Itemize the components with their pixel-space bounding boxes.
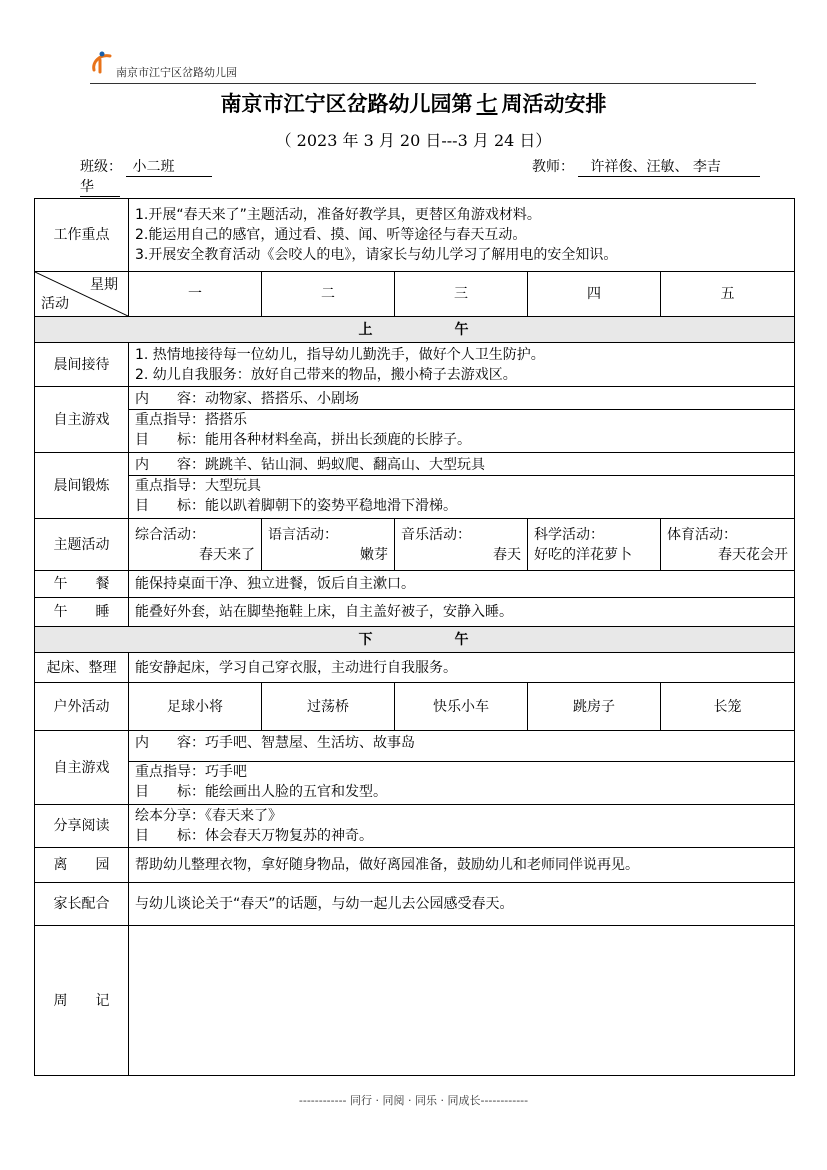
day-thursday: 四 <box>528 272 661 317</box>
outdoor-activity: 快乐小车 <box>395 683 528 731</box>
header-weekday-label: 星期 <box>90 277 118 293</box>
focus-row <box>35 199 795 272</box>
afternoon-free-play-row <box>35 731 795 805</box>
free-play-content-line: 内 容：巧手吧、智慧屋、生活坊、故事岛 <box>135 735 415 751</box>
parents-row <box>35 883 795 926</box>
exercise-content-line: 内 容：跳跳羊、钻山洞、蚂蚁爬、翻高山、大型玩具 <box>135 457 485 473</box>
reading-line: 目 标：体会春天万物复苏的神奇。 <box>135 828 373 844</box>
parents-content: 与幼儿谈论关于“春天”的话题，与幼一起儿去公园感受春天。 <box>129 883 795 926</box>
school-name-small: 南京市江宁区岔路幼儿园 <box>116 66 237 79</box>
free-play-content-line: 内 容：动物家、搭搭乐、小剧场 <box>135 391 359 407</box>
theme-type: 语言活动： <box>268 526 338 543</box>
weekly-notes-content <box>129 926 795 1076</box>
wake-row <box>35 653 795 683</box>
focus-line: 2.能运用自己的感官，通过看、摸、闻、听等途径与春天互动。 <box>135 227 527 243</box>
weekly-notes-row <box>35 926 795 1076</box>
free-play-focus-line: 重点指导：巧手吧 <box>129 761 794 782</box>
reception-line: 1. 热情地接待每一位幼儿，指导幼儿勤洗手，做好个人卫生防护。 <box>135 346 545 363</box>
lunch-row <box>35 571 795 598</box>
afternoon-section-header: 下 午 <box>35 627 795 653</box>
outdoor-activity: 长笼 <box>661 683 795 731</box>
theme-row <box>35 519 795 571</box>
teacher-overflow: 华 <box>80 176 120 197</box>
theme-type: 科学活动： <box>534 526 604 543</box>
theme-label: 主题活动 <box>35 519 129 571</box>
page-title <box>0 88 827 118</box>
lunch-label: 午 餐 <box>35 571 129 598</box>
nap-label: 午 睡 <box>35 598 129 627</box>
theme-cell <box>129 519 262 571</box>
day-tuesday: 二 <box>262 272 395 317</box>
exercise-focus-line: 重点指导：大型玩具 <box>129 475 794 496</box>
day-header-row <box>35 272 795 317</box>
reception-line: 2. 幼儿自我服务：放好自己带来的物品，搬小椅子去游戏区。 <box>135 366 517 383</box>
parents-label: 家长配合 <box>35 883 129 926</box>
reading-content <box>129 805 795 848</box>
free-play-focus-line: 重点指导：搭搭乐 <box>129 409 794 430</box>
reading-label: 分享阅读 <box>35 805 129 848</box>
title-prefix: 南京市江宁区岔路幼儿园第 <box>220 91 473 116</box>
theme-cell <box>262 519 395 571</box>
outdoor-activity: 跳房子 <box>528 683 661 731</box>
page-footer: ------------ 同行 · 同阅 · 同乐 · 同成长------------ <box>298 1094 529 1107</box>
outdoor-row <box>35 683 795 731</box>
date-range: （ 2023 年 3 月 20 日---3 月 24 日） <box>275 131 552 150</box>
theme-cell <box>528 519 661 571</box>
reception-row <box>35 343 795 387</box>
afternoon-section-row <box>35 627 795 653</box>
morning-free-play-content <box>129 387 795 453</box>
theme-name: 好吃的洋花萝卜 <box>534 546 632 563</box>
header-activity-label: 活动 <box>41 296 69 312</box>
theme-type: 体育活动： <box>667 526 737 543</box>
diagonal-header-cell <box>35 272 129 317</box>
class-info <box>80 156 212 177</box>
teacher-value: 许祥俊、汪敏、 李吉 <box>578 156 760 177</box>
title-suffix: 周活动安排 <box>501 91 607 116</box>
school-logo-icon <box>90 50 116 76</box>
exercise-label: 晨间锻炼 <box>35 453 129 519</box>
focus-line: 1.开展“春天来了”主题活动，准备好教学具，更替区角游戏材料。 <box>135 207 541 223</box>
outdoor-activity: 过荡桥 <box>262 683 395 731</box>
weekly-notes-label: 周 记 <box>35 926 129 1076</box>
wake-label: 起床、整理 <box>35 653 129 683</box>
teacher-label: 教师： <box>532 159 574 175</box>
outdoor-label: 户外活动 <box>35 683 129 731</box>
morning-section-header: 上 午 <box>35 317 795 343</box>
page-header <box>90 48 756 84</box>
title-week: 七 <box>476 91 498 116</box>
outdoor-activity: 足球小将 <box>129 683 262 731</box>
theme-type: 综合活动： <box>135 526 205 543</box>
exercise-row <box>35 453 795 519</box>
theme-name: 嫩芽 <box>360 546 388 563</box>
lunch-content: 能保持桌面干净、独立进餐，饭后自主漱口。 <box>129 571 795 598</box>
theme-name: 春天来了 <box>199 546 255 563</box>
schedule-table <box>34 198 795 1076</box>
header-divider <box>90 83 756 84</box>
focus-content <box>129 199 795 272</box>
exercise-content <box>129 453 795 519</box>
reading-line: 绘本分享：《春天来了》 <box>135 808 282 824</box>
day-wednesday: 三 <box>395 272 528 317</box>
morning-free-play-label: 自主游戏 <box>35 387 129 453</box>
reception-content <box>129 343 795 387</box>
nap-row <box>35 598 795 627</box>
morning-section-row <box>35 317 795 343</box>
class-value: 小二班 <box>126 156 212 177</box>
exercise-goal-line: 目 标：能以趴着脚朝下的姿势平稳地滑下滑梯。 <box>135 498 457 514</box>
afternoon-free-play-label: 自主游戏 <box>35 731 129 805</box>
leave-label: 离 园 <box>35 848 129 883</box>
class-label: 班级： <box>80 159 122 175</box>
reading-row <box>35 805 795 848</box>
afternoon-free-play-content <box>129 731 795 805</box>
theme-cell <box>661 519 795 571</box>
leave-content: 帮助幼儿整理衣物，拿好随身物品，做好离园准备，鼓励幼儿和老师同伴说再见。 <box>129 848 795 883</box>
free-play-goal-line: 目 标：能绘画出人脸的五官和发型。 <box>135 784 387 800</box>
focus-line: 3.开展安全教育活动《会咬人的电》，请家长与幼儿学习了解用电的安全知识。 <box>135 247 618 263</box>
focus-label: 工作重点 <box>35 199 129 272</box>
free-play-goal-line: 目 标：能用各种材料垒高，拼出长颈鹿的长脖子。 <box>135 432 471 448</box>
reception-label: 晨间接待 <box>35 343 129 387</box>
day-monday: 一 <box>129 272 262 317</box>
theme-type: 音乐活动： <box>401 526 471 543</box>
theme-name: 春天花会开 <box>718 546 789 563</box>
morning-free-play-row <box>35 387 795 453</box>
teacher-info <box>532 156 760 177</box>
theme-name: 春天 <box>493 546 521 563</box>
day-friday: 五 <box>661 272 795 317</box>
nap-content: 能叠好外套，站在脚垫拖鞋上床，自主盖好被子，安静入睡。 <box>129 598 795 627</box>
wake-content: 能安静起床，学习自己穿衣服，主动进行自我服务。 <box>129 653 795 683</box>
theme-cell <box>395 519 528 571</box>
leave-row <box>35 848 795 883</box>
